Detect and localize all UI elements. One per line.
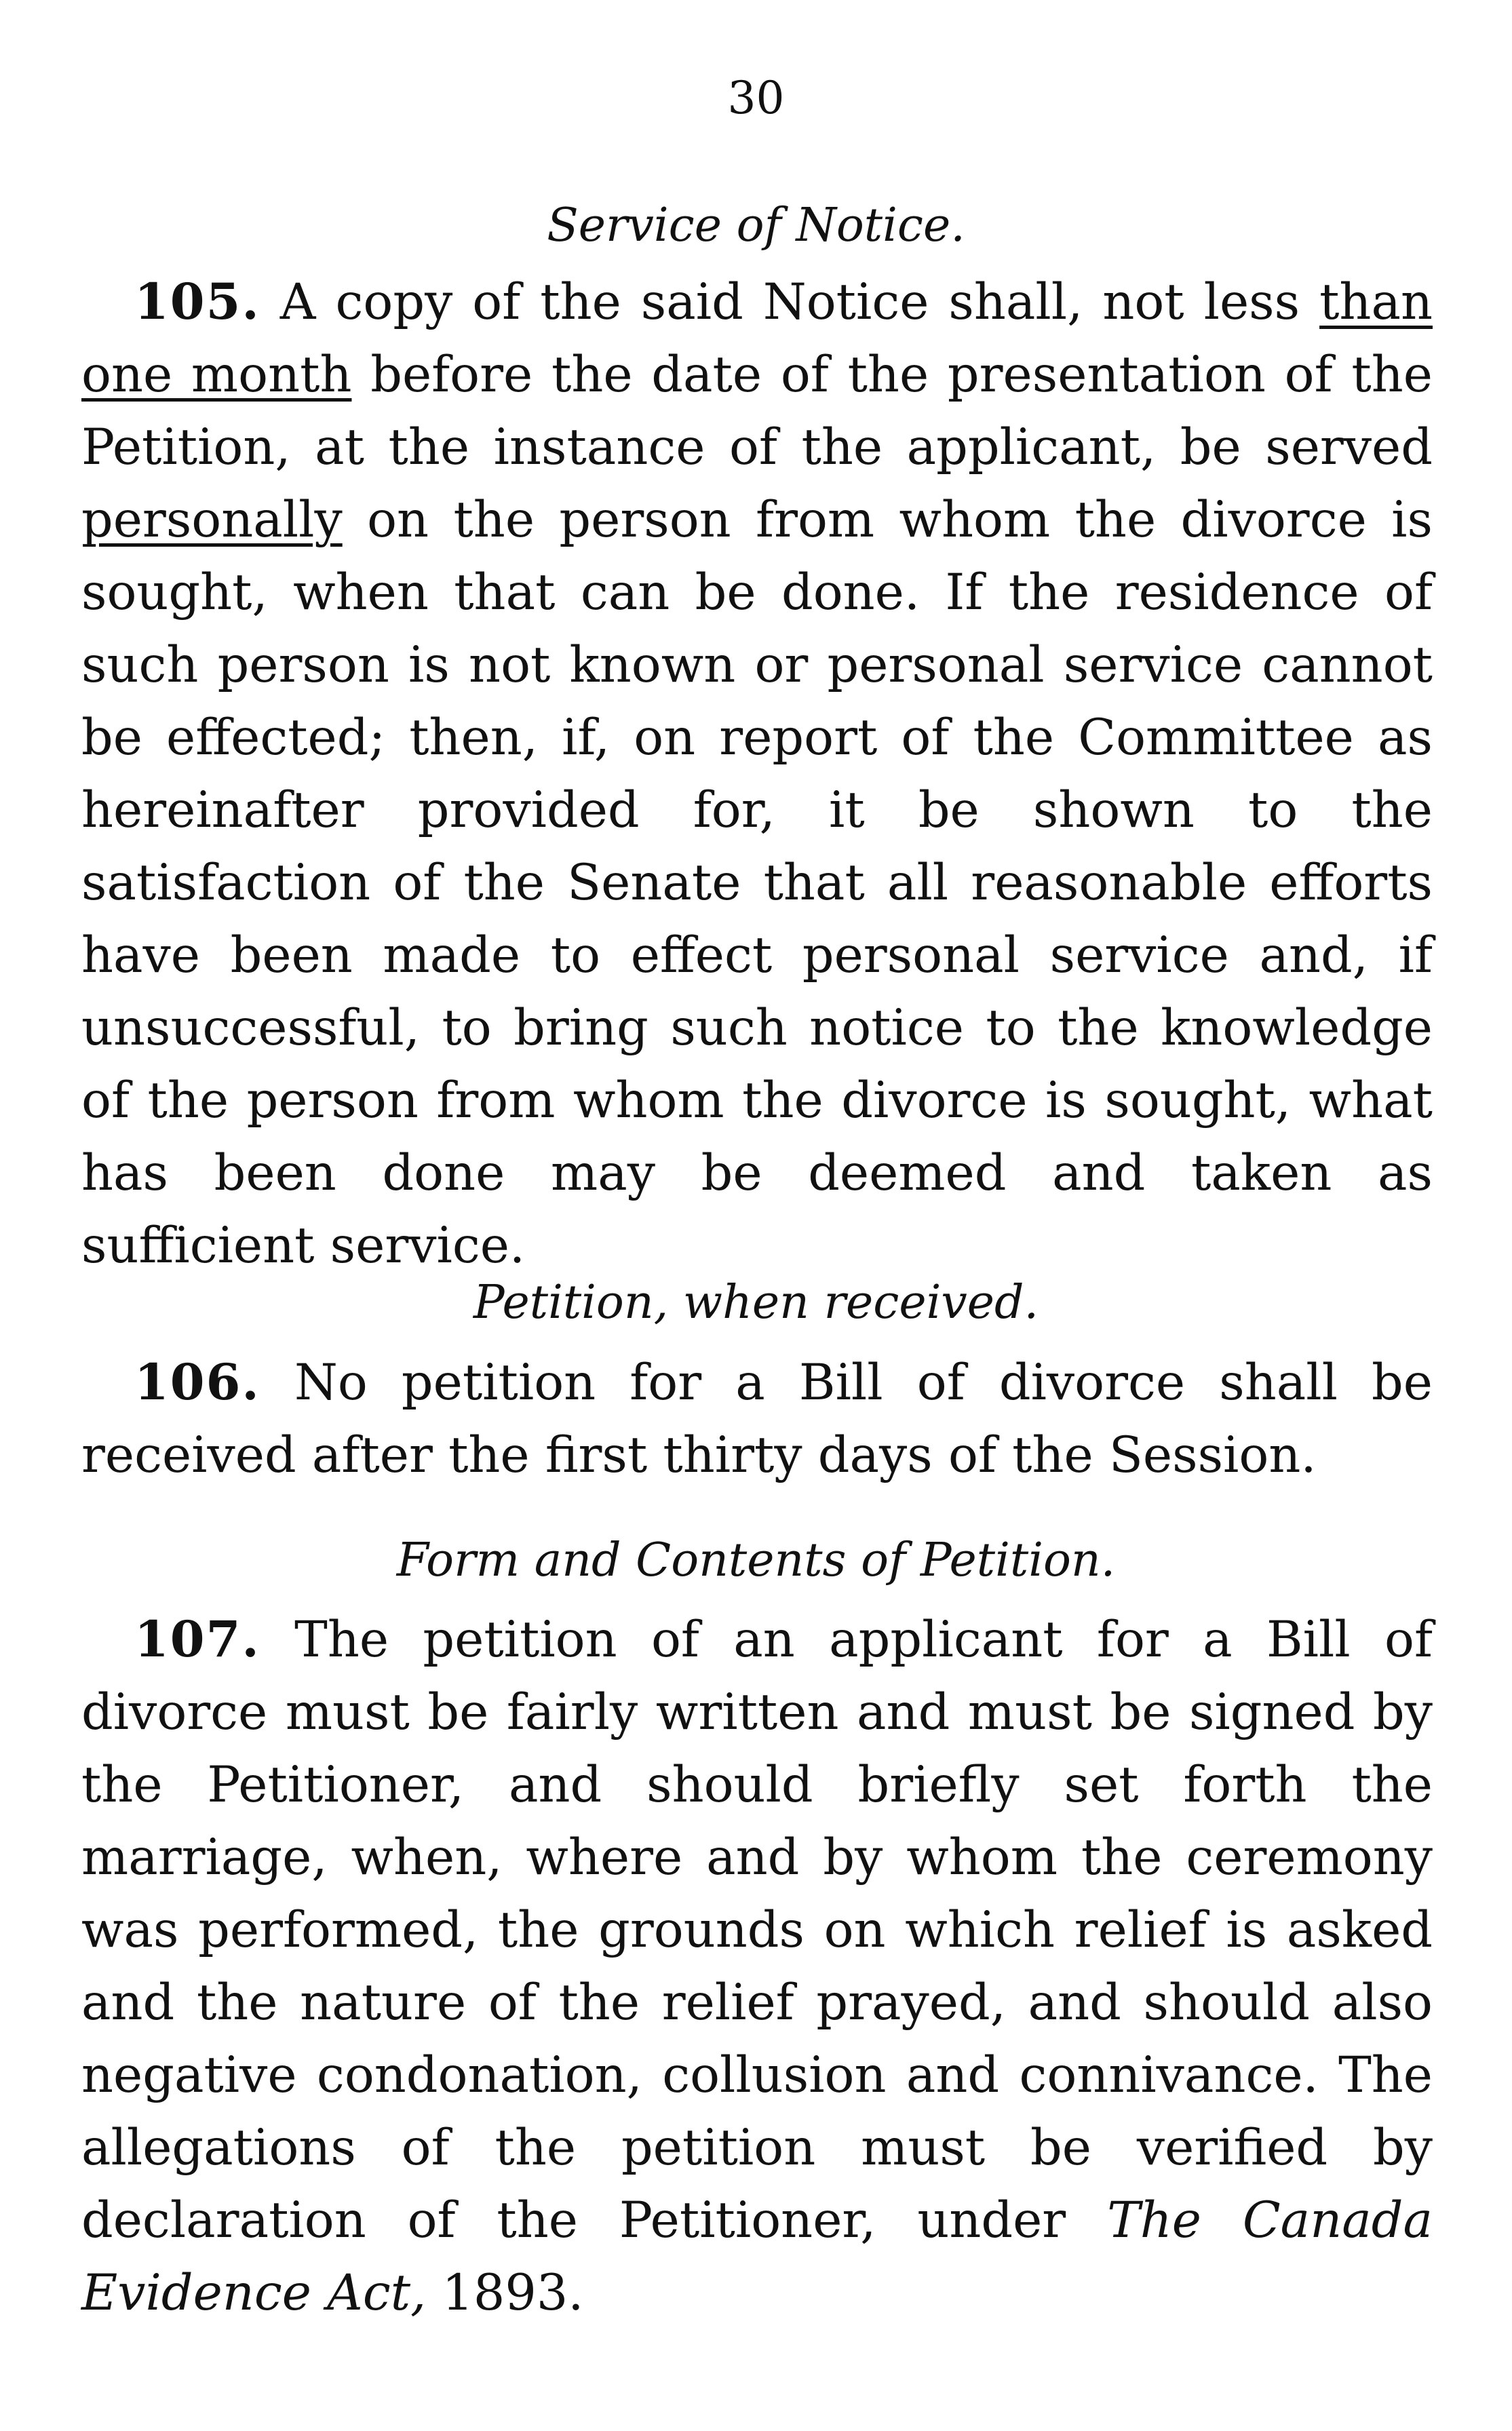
section-107-paragraph <box>81 1603 1433 2329</box>
section-106-paragraph <box>81 1346 1433 1492</box>
section-heading-form-and-contents: Form and Contents of Petition. <box>396 1534 1116 1587</box>
section-105-paragraph <box>81 266 1433 1282</box>
section-number-107: 107. <box>134 1610 260 1669</box>
section-107-act-name: The Canada Evidence Act, <box>81 2192 1433 2322</box>
page-number: 30 <box>727 72 785 124</box>
section-105-text-c: on the person from whom the divorce is sought, when that can be done. If the residence of such person is not known or personal service cannot be effected; then, if, on report of the Committee as hereinafter provided for, it be shown to the satisfaction of the Senate that all reasonable efforts have been made to effect personal service and, if unsuccessful, to bring such notice to the knowledge of the person from whom the divorce is sought, what has been done may be deemed and taken as sufficient service. <box>81 491 1433 1275</box>
section-107-text: The petition of an applicant for a Bill of divorce must be fairly written and must be signed by the Petitioner, and should briefly set forth the marriage, when, where and by whom the ceremony was performed, the grounds on which relief is asked and the nature of the relief prayed, and should also negative condonation, collusion and connivance. The allegations of the petition must be verified by declaration of the Petitioner, under <box>81 1611 1433 2249</box>
section-number-106: 106. <box>134 1353 260 1412</box>
section-heading-service-of-notice: Service of Notice. <box>547 199 965 252</box>
section-heading-petition-when-received: Petition, when received. <box>473 1276 1039 1329</box>
section-105-text-b: before the date of the presentation of the Petition, at the instance of the applicant, be served <box>81 346 1433 476</box>
section-105-underlined-personally: personally <box>81 491 343 549</box>
section-105-underlined-one-month: than one month <box>81 273 1433 404</box>
section-106-text: No petition for a Bill of divorce shall be received after the first thirty days of the Session. <box>81 1354 1433 1484</box>
section-105-text-a: A copy of the said Notice shall, not less <box>279 273 1300 331</box>
section-number-105: 105. <box>134 273 260 331</box>
section-107-year: 1893. <box>442 2264 584 2322</box>
